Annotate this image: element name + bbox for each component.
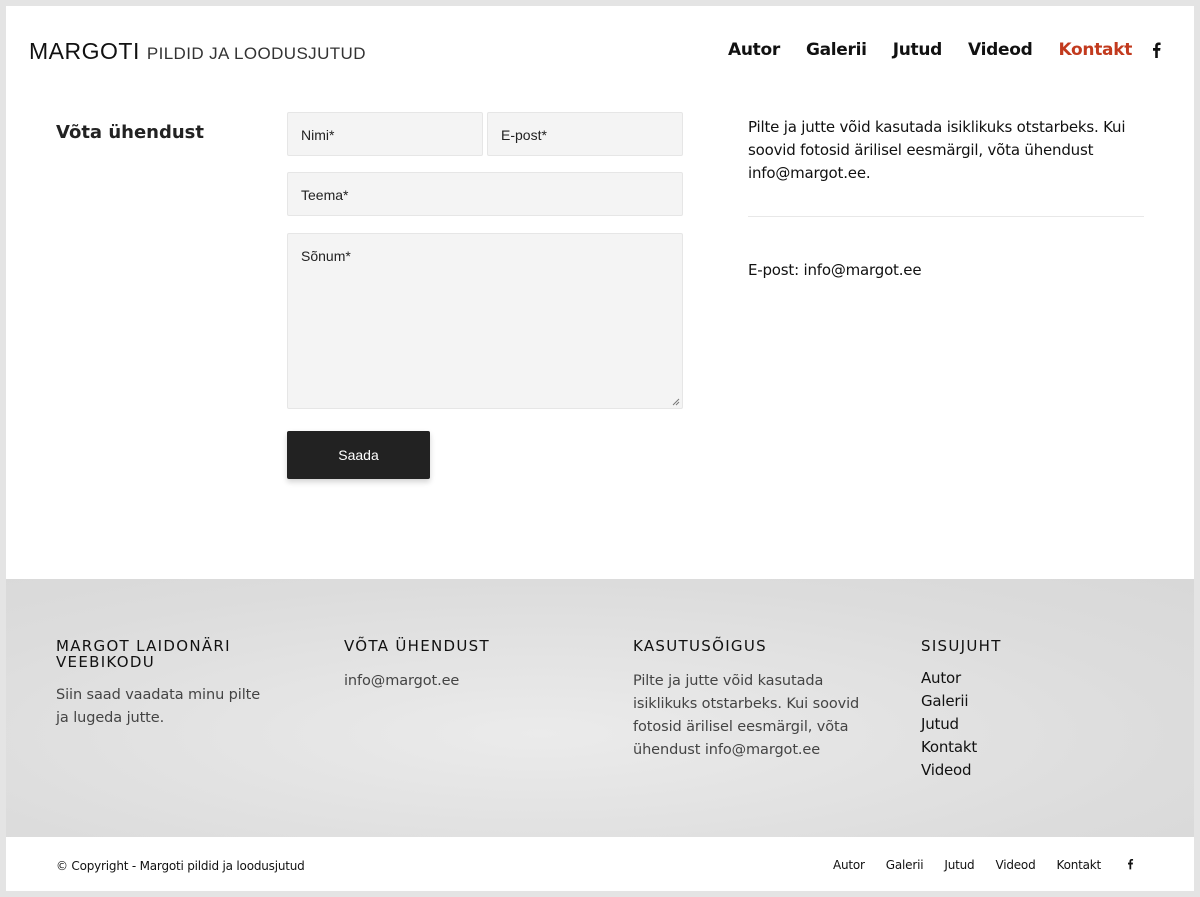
facebook-icon[interactable] bbox=[1126, 858, 1134, 870]
footer-about bbox=[56, 638, 276, 730]
site-logo[interactable] bbox=[29, 38, 366, 65]
footer-link-jutud[interactable]: Jutud bbox=[921, 715, 959, 733]
bottom-nav-galerii[interactable]: Galerii bbox=[885, 858, 924, 872]
footer-sitemap-heading: SISUJUHT bbox=[921, 637, 1002, 655]
nav-galerii[interactable]: Galerii bbox=[805, 40, 867, 60]
bottom-nav bbox=[833, 858, 1122, 872]
footer-sitemap bbox=[921, 638, 1121, 782]
nav-kontakt[interactable]: Kontakt bbox=[1058, 40, 1133, 60]
bottom-bar bbox=[6, 837, 1194, 891]
email-input[interactable] bbox=[487, 112, 683, 156]
name-placeholder: Nimi* bbox=[301, 127, 335, 143]
info-divider bbox=[748, 216, 1144, 217]
footer-link-videod[interactable]: Videod bbox=[921, 761, 972, 779]
main-nav bbox=[728, 40, 1158, 60]
footer-about-text: Siin saad vaadata minu pilte ja lugeda jutte. bbox=[56, 687, 261, 726]
copyright-text: © Copyright - Margoti pildid ja loodusjutud bbox=[56, 859, 305, 873]
footer-usage bbox=[633, 638, 863, 762]
message-placeholder: Sõnum* bbox=[301, 248, 351, 264]
footer-link-autor[interactable]: Autor bbox=[921, 669, 961, 687]
bottom-nav-kontakt[interactable]: Kontakt bbox=[1056, 858, 1102, 872]
footer-usage-heading: KASUTUSÕIGUS bbox=[633, 637, 767, 655]
footer-contact-heading: VÕTA ÜHENDUST bbox=[344, 637, 490, 655]
site-footer bbox=[6, 579, 1194, 837]
footer-link-galerii[interactable]: Galerii bbox=[921, 692, 969, 710]
footer-contact-email[interactable]: info@margot.ee bbox=[344, 673, 460, 689]
resize-handle-icon[interactable] bbox=[672, 398, 680, 406]
footer-usage-text: Pilte ja jutte võid kasutada isiklikuks otstarbeks. Kui soovid fotosid ärilisel eesmärgil, võta ühendust info@margot.ee bbox=[633, 673, 860, 758]
logo-sub-text: PILDID JA LOODUSJUTUD bbox=[146, 44, 366, 63]
bottom-nav-autor[interactable]: Autor bbox=[833, 858, 865, 872]
bottom-nav-jutud[interactable]: Jutud bbox=[944, 858, 975, 872]
email-placeholder: E-post* bbox=[501, 127, 547, 143]
nav-autor[interactable]: Autor bbox=[728, 40, 780, 60]
logo-main-text: MARGOTI bbox=[29, 38, 140, 64]
subject-input[interactable] bbox=[287, 172, 683, 216]
nav-videod[interactable]: Videod bbox=[968, 40, 1033, 60]
nav-jutud[interactable]: Jutud bbox=[892, 40, 943, 60]
bottom-nav-videod[interactable]: Videod bbox=[995, 858, 1036, 872]
contact-email-line: E-post: info@margot.ee bbox=[748, 261, 922, 279]
subject-placeholder: Teema* bbox=[301, 187, 349, 203]
name-input[interactable] bbox=[287, 112, 483, 156]
footer-link-kontakt[interactable]: Kontakt bbox=[921, 738, 978, 756]
footer-about-heading: MARGOT LAIDONÄRI VEEBIKODU bbox=[56, 637, 231, 671]
footer-sitemap-list bbox=[921, 667, 1121, 782]
facebook-icon[interactable] bbox=[1150, 42, 1162, 58]
contact-title: Võta ühendust bbox=[56, 122, 204, 143]
send-button[interactable]: Saada bbox=[287, 431, 430, 479]
usage-info-text: Pilte ja jutte võid kasutada isiklikuks otstarbeks. Kui soovid fotosid ärilisel eesmärgil, võta ühendust info@margot.ee. bbox=[748, 118, 1126, 182]
message-textarea[interactable] bbox=[287, 233, 683, 409]
page bbox=[6, 6, 1194, 891]
footer-contact bbox=[344, 638, 584, 693]
site-header bbox=[6, 6, 1194, 96]
